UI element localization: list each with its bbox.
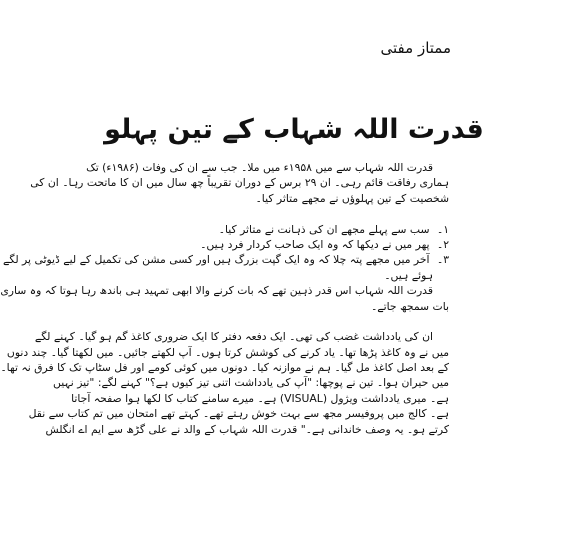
chapter-title: قدرت اللہ شہاب کے تین پہلو: [104, 114, 484, 145]
list-item-text: پھر میں نے دیکھا کہ وہ ایک صاحب کردار فرد ہیں۔: [200, 237, 430, 251]
list-item: [131, 237, 449, 252]
paragraph-line: بات سمجھ جاتے۔: [370, 299, 449, 313]
paragraph-line: قدرت اللہ شہاب سے میں ۱۹۵۸ء میں ملا۔ جب سے ان کی وفات (۱۹۸۶ء) تک: [86, 161, 433, 174]
list-item: [131, 222, 449, 237]
list-item-text: سب سے پہلے مجھے ان کی ذہانت نے متاثر کیا۔: [218, 222, 430, 236]
paragraph-line: میں نے وہ کاغذ پڑھا تھا۔ یاد کرنے کی کوشش کرتا ہوں۔ آپ لکھتے جائیں۔ میں لکھتا گیا۔ چند دنوں: [6, 345, 449, 359]
paragraph-line: شخصیت کے تین پہلوؤں نے مجھے متاثر کیا۔: [255, 191, 449, 205]
paragraph-line: ہماری رفاقت قائم رہی۔ ان ۲۹ برس کے دوران تقریباً چھ سال میں ان کا ماتحت رہا۔ ان کی: [30, 176, 449, 190]
paragraph-line: میں حیران ہوا۔ تین نے پوچھا: "آپ کی یادداشت اتنی تیز کیوں ہے؟" کہنے لگے: "تیز نہیں: [52, 376, 449, 390]
paragraph-gap: [131, 314, 449, 329]
list-item-text: آخر میں مجھے پتہ چلا کہ وہ ایک گپت بزرگ ہیں اور کسی مشن کی تکمیل کے لیے ڈیوٹی پر لگے: [3, 253, 430, 267]
paragraph-gap: [131, 206, 449, 221]
paragraph-line: قدرت اللہ شہاب اس قدر ذہین تھے کہ بات کرنے والا ابھی تمہید ہی باندھ رہا ہوتا کہ وہ ساری: [0, 284, 433, 298]
paragraph-line: کے بعد اصل کاغذ مل گیا۔ ہم نے موازنہ کیا۔ دونوں میں کوئی کومے اور فل سٹاپ تک کا فرق نہ تھا۔: [0, 361, 449, 375]
list-item: [3, 252, 449, 267]
paragraph-line: کرتے ہو۔ یہ وصف خاندانی ہے۔" قدرت اللہ شہاب کے والد نے علی گڑھ سے ایم اے انگلش: [45, 422, 449, 436]
author-name: ممتاز مفتی: [380, 39, 451, 57]
list-number: ۲۔: [436, 237, 449, 251]
list-number: ۱۔: [436, 222, 449, 236]
paragraph-line: ان کی یادداشت غضب کی تھی۔ ایک دفعہ دفتر کا ایک ضروری کاغذ گم ہو گیا۔ کہنے لگے: [34, 330, 433, 344]
list-item-continuation: ہوئے ہیں۔: [384, 268, 433, 282]
body-text: [0, 160, 449, 437]
paragraph-line: ہے۔ کالج میں پروفیسر مجھ سے بہت خوش رہتے تھے۔ کہتے تھے امتحان میں تم کتاب سے نقل: [28, 407, 449, 421]
paragraph-line: ہے۔ میری یادداشت ویژول (VISUAL) ہے۔ میرے سامنے کتاب کا لکھا ہوا صفحہ آجاتا: [71, 391, 449, 405]
list-number: ۳۔: [436, 253, 449, 267]
